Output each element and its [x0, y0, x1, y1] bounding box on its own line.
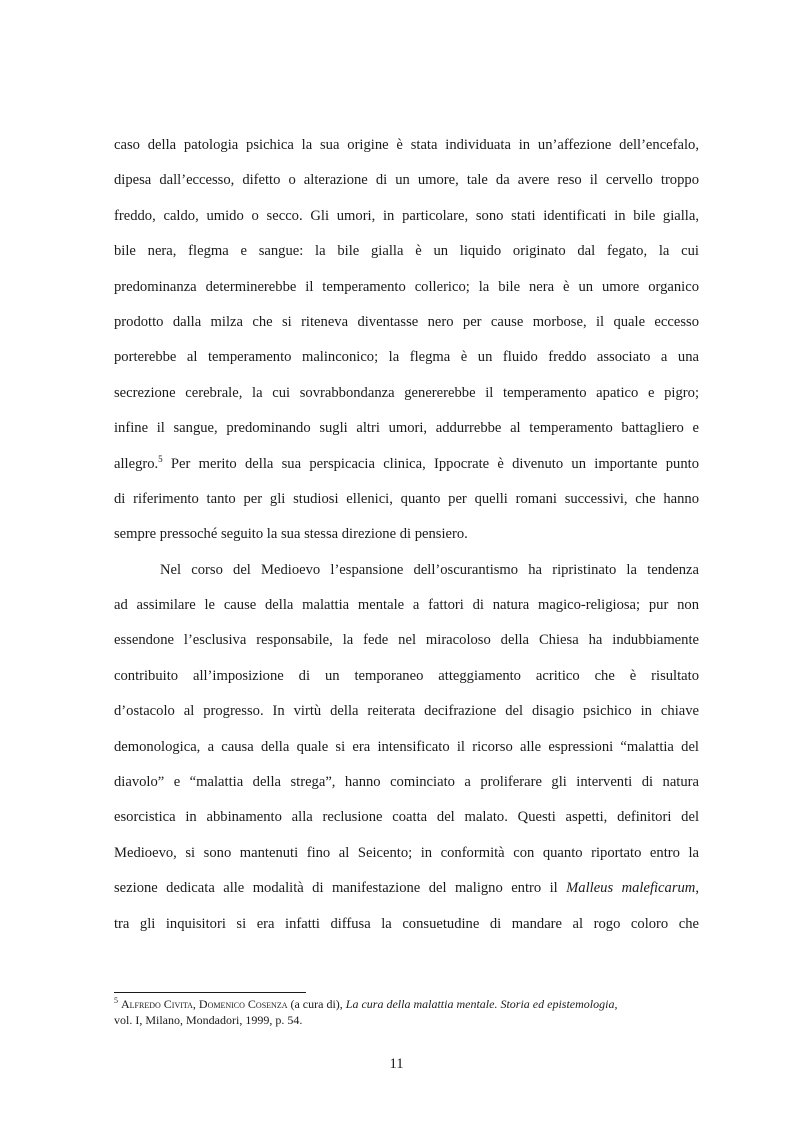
text-line: esorcistica in abbinamento alla reclusione coatta del malato. Questi aspetti, definitori del [114, 809, 699, 826]
text-line: secrezione cerebrale, la cui sovrabbondanza genererebbe il temperamento apatico e pigro; [114, 384, 699, 401]
text-fragment: Per merito della sua perspicacia clinica, Ippocrate è divenuto un importante punto [162, 455, 699, 472]
text-line-with-footnote-ref [114, 447, 699, 482]
text-line: prodotto dalla milza che si riteneva diventasse nero per cause morbose, il quale eccesso [114, 313, 699, 330]
text-line: Medioevo, si sono mantenuti fino al Seicento; in conformità con quanto riportato entro la [114, 844, 699, 861]
author-separator: , [192, 997, 199, 1011]
text-line-paragraph-start: Nel corso del Medioevo l’espansione dell’oscurantismo ha ripristinato la tendenza [160, 561, 699, 578]
text-fragment: sezione dedicata alle modalità di manifestazione del maligno entro il [114, 880, 567, 897]
text-fragment: , [695, 880, 699, 897]
text-line: demonologica, a causa della quale si era intensificato il ricorso alle espressioni “malattia del [114, 738, 699, 755]
footnote [114, 996, 699, 1028]
italic-title: Malleus maleficarum [566, 880, 696, 897]
text-line: caso della patologia psichica la sua origine è stata individuata in un’affezione dell’encefalo, [114, 137, 699, 153]
author-first-name: Alfredo [121, 997, 161, 1011]
text-line: predominanza determinerebbe il temperamento collerico; la bile nera è un umore organico [114, 278, 699, 295]
footnote-reference[interactable]: 5 [158, 453, 163, 464]
author-last-name: Cosenza [247, 997, 288, 1011]
text-line: tra gli inquisitori si era infatti diffusa la consuetudine di mandare al rogo coloro che [114, 915, 699, 932]
page-number: 11 [389, 1056, 404, 1072]
text-fragment: , [614, 997, 618, 1011]
text-line: ad assimilare le cause della malattia mentale a fattori di natura magico-religiosa; pur non [114, 597, 699, 614]
author-first-name: Domenico [198, 997, 245, 1011]
text-line-with-italic [114, 871, 699, 906]
text-line: contribuito all’imposizione di un temporaneo atteggiamento acritico che è risultato [114, 667, 699, 684]
author-last-name: Civita [163, 997, 193, 1011]
text-line: freddo, caldo, umido o secco. Gli umori, in particolare, sono stati identificati in bile gialla, [114, 207, 699, 224]
text-line: bile nera, flegma e sangue: la bile gialla è un liquido originato dal fegato, la cui [114, 243, 699, 260]
body-text [114, 128, 699, 942]
text-line: diavolo” e “malattia della strega”, hanno cominciato a proliferare gli interventi di natura [114, 774, 699, 791]
text-line: dipesa dall’eccesso, difetto o alterazione di un umore, tale da avere reso il cervello troppo [114, 172, 699, 189]
text-line: porterebbe al temperamento malinconico; la flegma è un fluido freddo associato a una [114, 349, 699, 366]
footnote-line [114, 996, 699, 1012]
text-line: infine il sangue, predominando sugli altri umori, addurrebbe al temperamento battagliero e [114, 420, 699, 437]
text-line-paragraph-end: sempre pressoché seguito la sua stessa direzione di pensiero. [114, 526, 468, 543]
footnote-number: 5 [114, 996, 118, 1005]
footnote-separator [114, 992, 306, 993]
editor-note: (a cura di), [287, 997, 346, 1011]
footnote-line: vol. I, Milano, Mondadori, 1999, p. 54. [114, 1013, 303, 1027]
text-line: d’ostacolo al progresso. In virtù della reiterata decifrazione del disagio psichico in chiave [114, 703, 699, 720]
text-line: di riferimento tanto per gli studiosi ellenici, quanto per quelli romani successivi, che hanno [114, 490, 699, 507]
text-line: essendone l’esclusiva responsabile, la fede nel miracoloso della Chiesa ha indubbiamente [114, 632, 699, 649]
text-fragment: allegro. [114, 455, 159, 472]
book-title: La cura della malattia mentale. Storia ed epistemologia [345, 997, 615, 1011]
